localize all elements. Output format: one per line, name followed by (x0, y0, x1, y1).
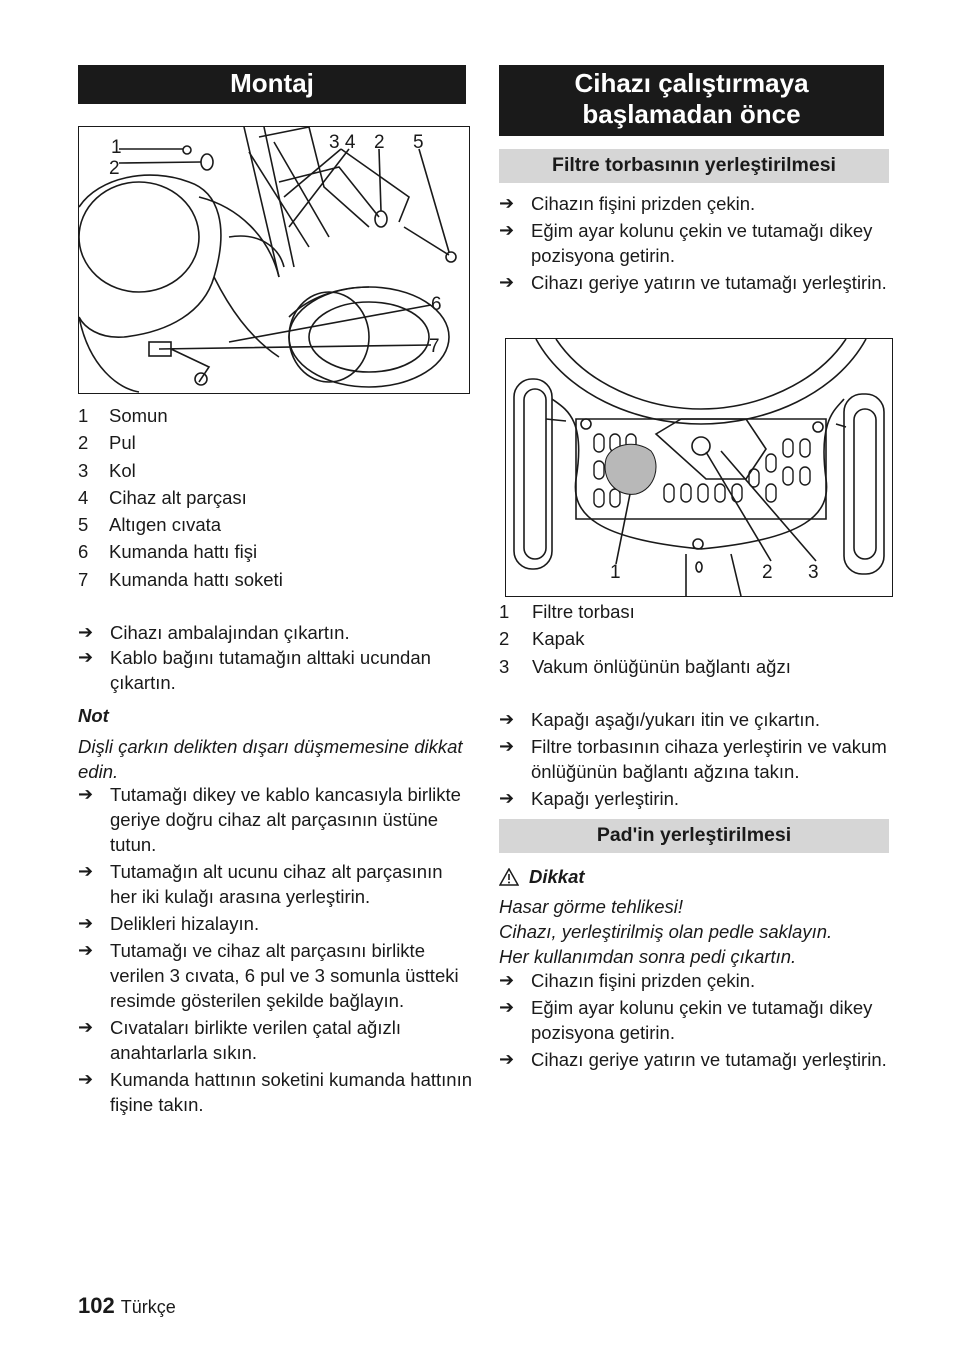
figure-label: 5 (413, 132, 424, 153)
arrow-right-icon: ➔ (78, 1017, 94, 1037)
figure-label: 1 (610, 562, 621, 583)
subheading-pad: Pad'in yerleştirilmesi (499, 819, 889, 853)
arrow-right-icon: ➔ (499, 997, 515, 1017)
figure-label: 3 (808, 562, 819, 583)
step-item: ➔ Cihazı geriye yatırın ve tutamağı yerleştirin. (499, 272, 887, 293)
step-item: ➔ Tutamağı ve cihaz alt parçasını birlikte verilen 3 cıvata, 6 pul ve 3 somunla üstteki resimde gösterilen şekilde bağlayın. (78, 940, 459, 1011)
title-line: Cihazı çalıştırmaya (574, 68, 809, 98)
legend-item: 4 Cihaz alt parçası (78, 486, 247, 508)
legend-item: 2 Pul (78, 432, 136, 454)
arrow-right-icon: ➔ (499, 193, 515, 213)
filter-illustration (506, 339, 892, 596)
legend-item: 5 Altıgen cıvata (78, 514, 222, 536)
warning-line: Her kullanımdan sonra pedi çıkartın. (499, 946, 797, 967)
steps-assembly (78, 782, 474, 1117)
legend-item: 3 Vakum önlüğünün bağlantı ağzı (499, 655, 791, 677)
title-line: başlamadan önce (582, 99, 801, 129)
warning-title: Dikkat (499, 864, 895, 889)
step-item: ➔ Kapağı yerleştirin. (499, 788, 680, 809)
arrow-right-icon: ➔ (78, 913, 94, 933)
step-item: ➔ Cihazın fişini prizden çekin. (499, 970, 756, 991)
steps-insert-bag (499, 707, 895, 811)
step-item: ➔ Kumanda hattının soketini kumanda hattının fişine takın. (78, 1069, 473, 1115)
figure-label: 3 4 (329, 132, 356, 153)
filter-bag-figure (505, 338, 893, 597)
steps-unpack (78, 620, 474, 695)
warning-triangle-icon (499, 868, 519, 886)
figure-label: 2 (762, 562, 773, 583)
arrow-right-icon: ➔ (78, 1069, 94, 1089)
page-footer (78, 1293, 176, 1320)
arrow-right-icon: ➔ (78, 861, 94, 881)
legend-item: 3 Kol (78, 459, 136, 481)
note-title: Not (78, 705, 109, 726)
assembly-figure (78, 126, 470, 394)
arrow-right-icon: ➔ (78, 940, 94, 960)
step-item: ➔ Tutamağı dikey ve kablo kancasıyla birlikte geriye doğru cihaz alt parçasının üstüne tutun. (78, 784, 461, 855)
arrow-right-icon: ➔ (499, 788, 515, 808)
legend-item: 1 Filtre torbası (499, 601, 635, 622)
figure-label: 2 (109, 158, 120, 179)
legend-item: 7 Kumanda hattı soketi (78, 568, 283, 590)
step-item: ➔ Eğim ayar kolunu çekin ve tutamağı dikey pozisyona getirin. (499, 220, 873, 266)
step-item: ➔ Filtre torbasının cihaza yerleştirin ve vakum önlüğünün bağlantı ağzına takın. (499, 736, 887, 782)
arrow-right-icon: ➔ (78, 647, 94, 667)
page-number: 102 (78, 1293, 115, 1318)
subheading-filter-bag: Filtre torbasının yerleştirilmesi (499, 149, 889, 183)
arrow-right-icon: ➔ (499, 272, 515, 292)
steps-pad (499, 968, 895, 1072)
step-item: ➔ Cihazı ambalajından çıkartın. (78, 622, 350, 643)
arrow-right-icon: ➔ (78, 784, 94, 804)
step-item: ➔ Cıvataları birlikte verilen çatal ağızlı anahtarlarla sıkın. (78, 1017, 401, 1063)
assembly-illustration (79, 127, 469, 393)
step-item: ➔ Kablo bağını tutamağın alttaki ucundan çıkartın. (78, 647, 431, 693)
figure-label: 1 (111, 137, 122, 158)
step-item: ➔ Cihazın fişini prizden çekin. (499, 193, 756, 214)
step-item: ➔ Cihazı geriye yatırın ve tutamağı yerleştirin. (499, 1049, 887, 1070)
warning-line: Hasar görme tehlikesi! (499, 896, 684, 917)
steps-prepare (499, 191, 895, 295)
warning-block (499, 864, 895, 969)
arrow-right-icon: ➔ (499, 709, 515, 729)
section-title-before-start (499, 65, 884, 136)
arrow-right-icon: ➔ (499, 1049, 515, 1069)
figure-label: 6 (431, 294, 442, 315)
arrow-right-icon: ➔ (499, 736, 515, 756)
arrow-right-icon: ➔ (499, 970, 515, 990)
arrow-right-icon: ➔ (499, 220, 515, 240)
arrow-right-icon: ➔ (78, 622, 94, 642)
legend-item: 1 Somun (78, 405, 168, 426)
language-label: Türkçe (120, 1297, 176, 1317)
step-item: ➔ Delikleri hizalayın. (78, 913, 260, 934)
step-item: ➔ Tutamağın alt ucunu cihaz alt parçasının her iki kulağı arasına yerleştirin. (78, 861, 443, 907)
figure-label: 7 (429, 336, 440, 357)
note-block (78, 703, 474, 784)
legend-item: 2 Kapak (499, 628, 585, 650)
assembly-legend (78, 403, 283, 594)
note-text: Dişli çarkın delikten dışarı düşmemesine dikkat edin. (78, 736, 463, 782)
section-title-montaj: Montaj (78, 65, 466, 104)
filter-legend (499, 599, 791, 681)
step-item: ➔ Eğim ayar kolunu çekin ve tutamağı dikey pozisyona getirin. (499, 997, 873, 1043)
warning-line: Cihazı, yerleştirilmiş olan pedle saklayın. (499, 921, 833, 942)
step-item: ➔ Kapağı aşağı/yukarı itin ve çıkartın. (499, 709, 820, 730)
legend-item: 6 Kumanda hattı fişi (78, 541, 258, 563)
figure-label: 2 (374, 132, 385, 153)
